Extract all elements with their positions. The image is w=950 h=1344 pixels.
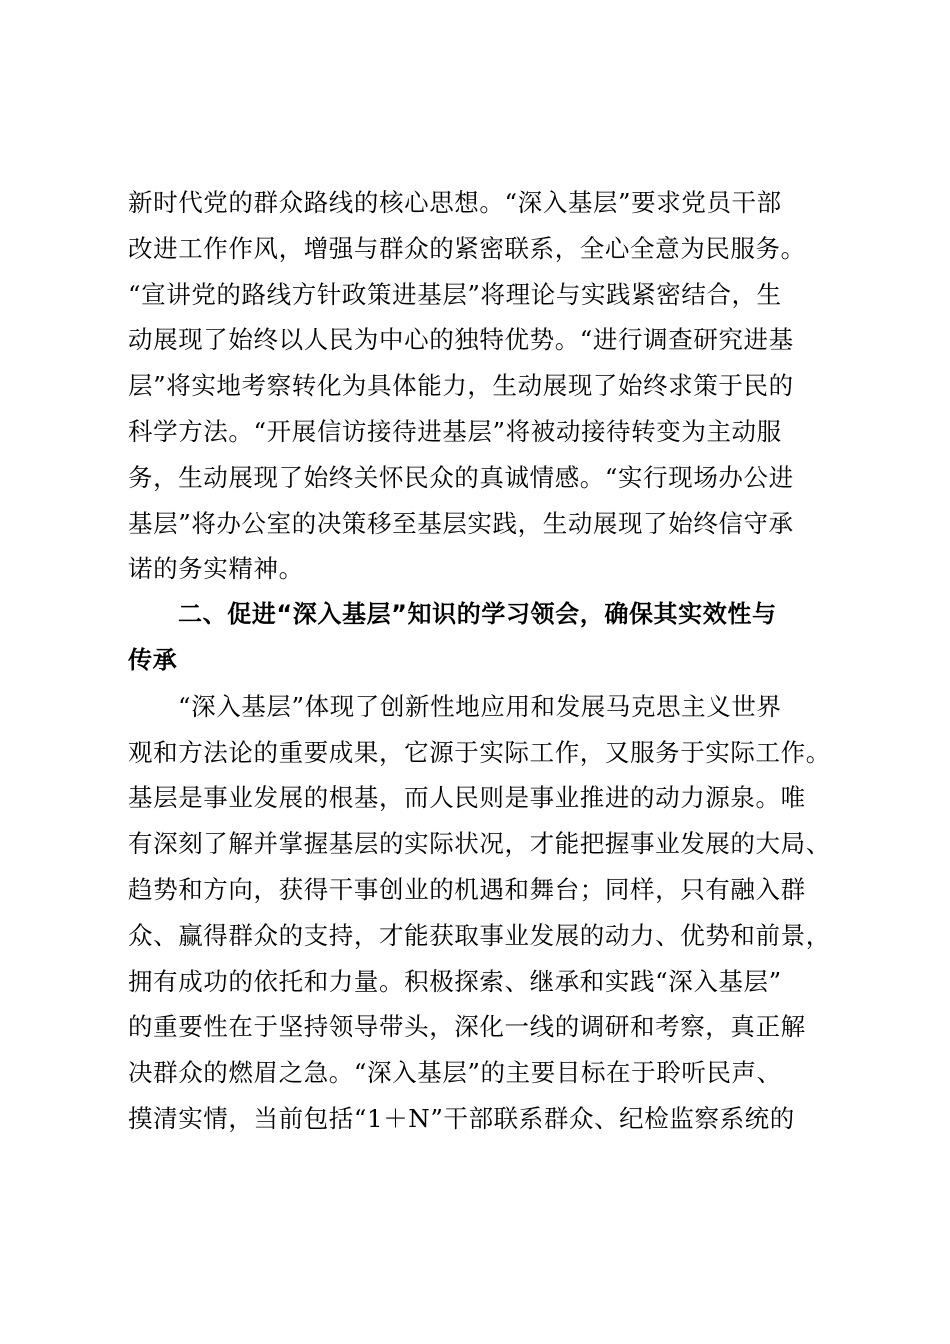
paragraph-line: 众、赢得群众的支持，才能获取事业发展的动力、优势和前景， (128, 920, 831, 950)
paragraph-line: 趋势和方向，获得干事创业的机遇和舞台；同样，只有融入群 (128, 874, 806, 904)
heading-line: 传承 (128, 645, 178, 674)
paragraph-line: 务，生动展现了始终关怀民众的真诚情感。“实行现场办公进 (128, 462, 794, 492)
heading-line: 二、促进“深入基层”知识的学习领会，确保其实效性与 (178, 600, 777, 629)
paragraph-1 (128, 180, 828, 592)
paragraph-line: 诺的务实精神。 (128, 554, 304, 584)
paragraph-line: 决群众的燃眉之急。“深入基层”的主要目标在于聆听民声、 (128, 1058, 782, 1088)
paragraph-line: 摸清实情，当前包括“1＋N”干部联系群众、纪检监察系统的 (128, 1103, 795, 1133)
paragraph-line: 动展现了始终以人民为中心的独特优势。“进行调查研究进基 (128, 325, 794, 355)
paragraph-line: 科学方法。“开展信访接待进基层”将被动接待转变为主动服 (128, 416, 782, 446)
paragraph-line: 观和方法论的重要成果，它源于实际工作，又服务于实际工作。 (128, 737, 831, 767)
paragraph-line: 有深刻了解并掌握基层的实际状况，才能把握事业发展的大局、 (128, 829, 831, 859)
paragraph-line: 新时代党的群众路线的核心思想。“深入基层”要求党员干部 (128, 188, 782, 217)
paragraph-2 (128, 684, 831, 1142)
document-body (128, 180, 831, 1142)
paragraph-line: “深入基层”体现了创新性地应用和发展马克思主义世界 (178, 691, 782, 721)
paragraph-line: 拥有成功的依托和力量。积极探索、继承和实践“深入基层” (128, 966, 782, 996)
paragraph-line: “宣讲党的路线方针政策进基层”将理论与实践紧密结合，生 (128, 279, 782, 309)
paragraph-line: 基层是事业发展的根基，而人民则是事业推进的动力源泉。唯 (128, 783, 806, 813)
paragraph-line: 基层”将办公室的决策移至基层实践，生动展现了始终信守承 (128, 508, 794, 538)
paragraph-line: 层”将实地考察转化为具体能力，生动展现了始终求策于民的 (128, 371, 794, 401)
paragraph-line: 的重要性在于坚持领导带头，深化一线的调研和考察，真正解 (128, 1012, 806, 1042)
paragraph-line: 改进工作作风，增强与群众的紧密联系，全心全意为民服务。 (128, 233, 806, 263)
section-heading-2 (128, 592, 828, 684)
